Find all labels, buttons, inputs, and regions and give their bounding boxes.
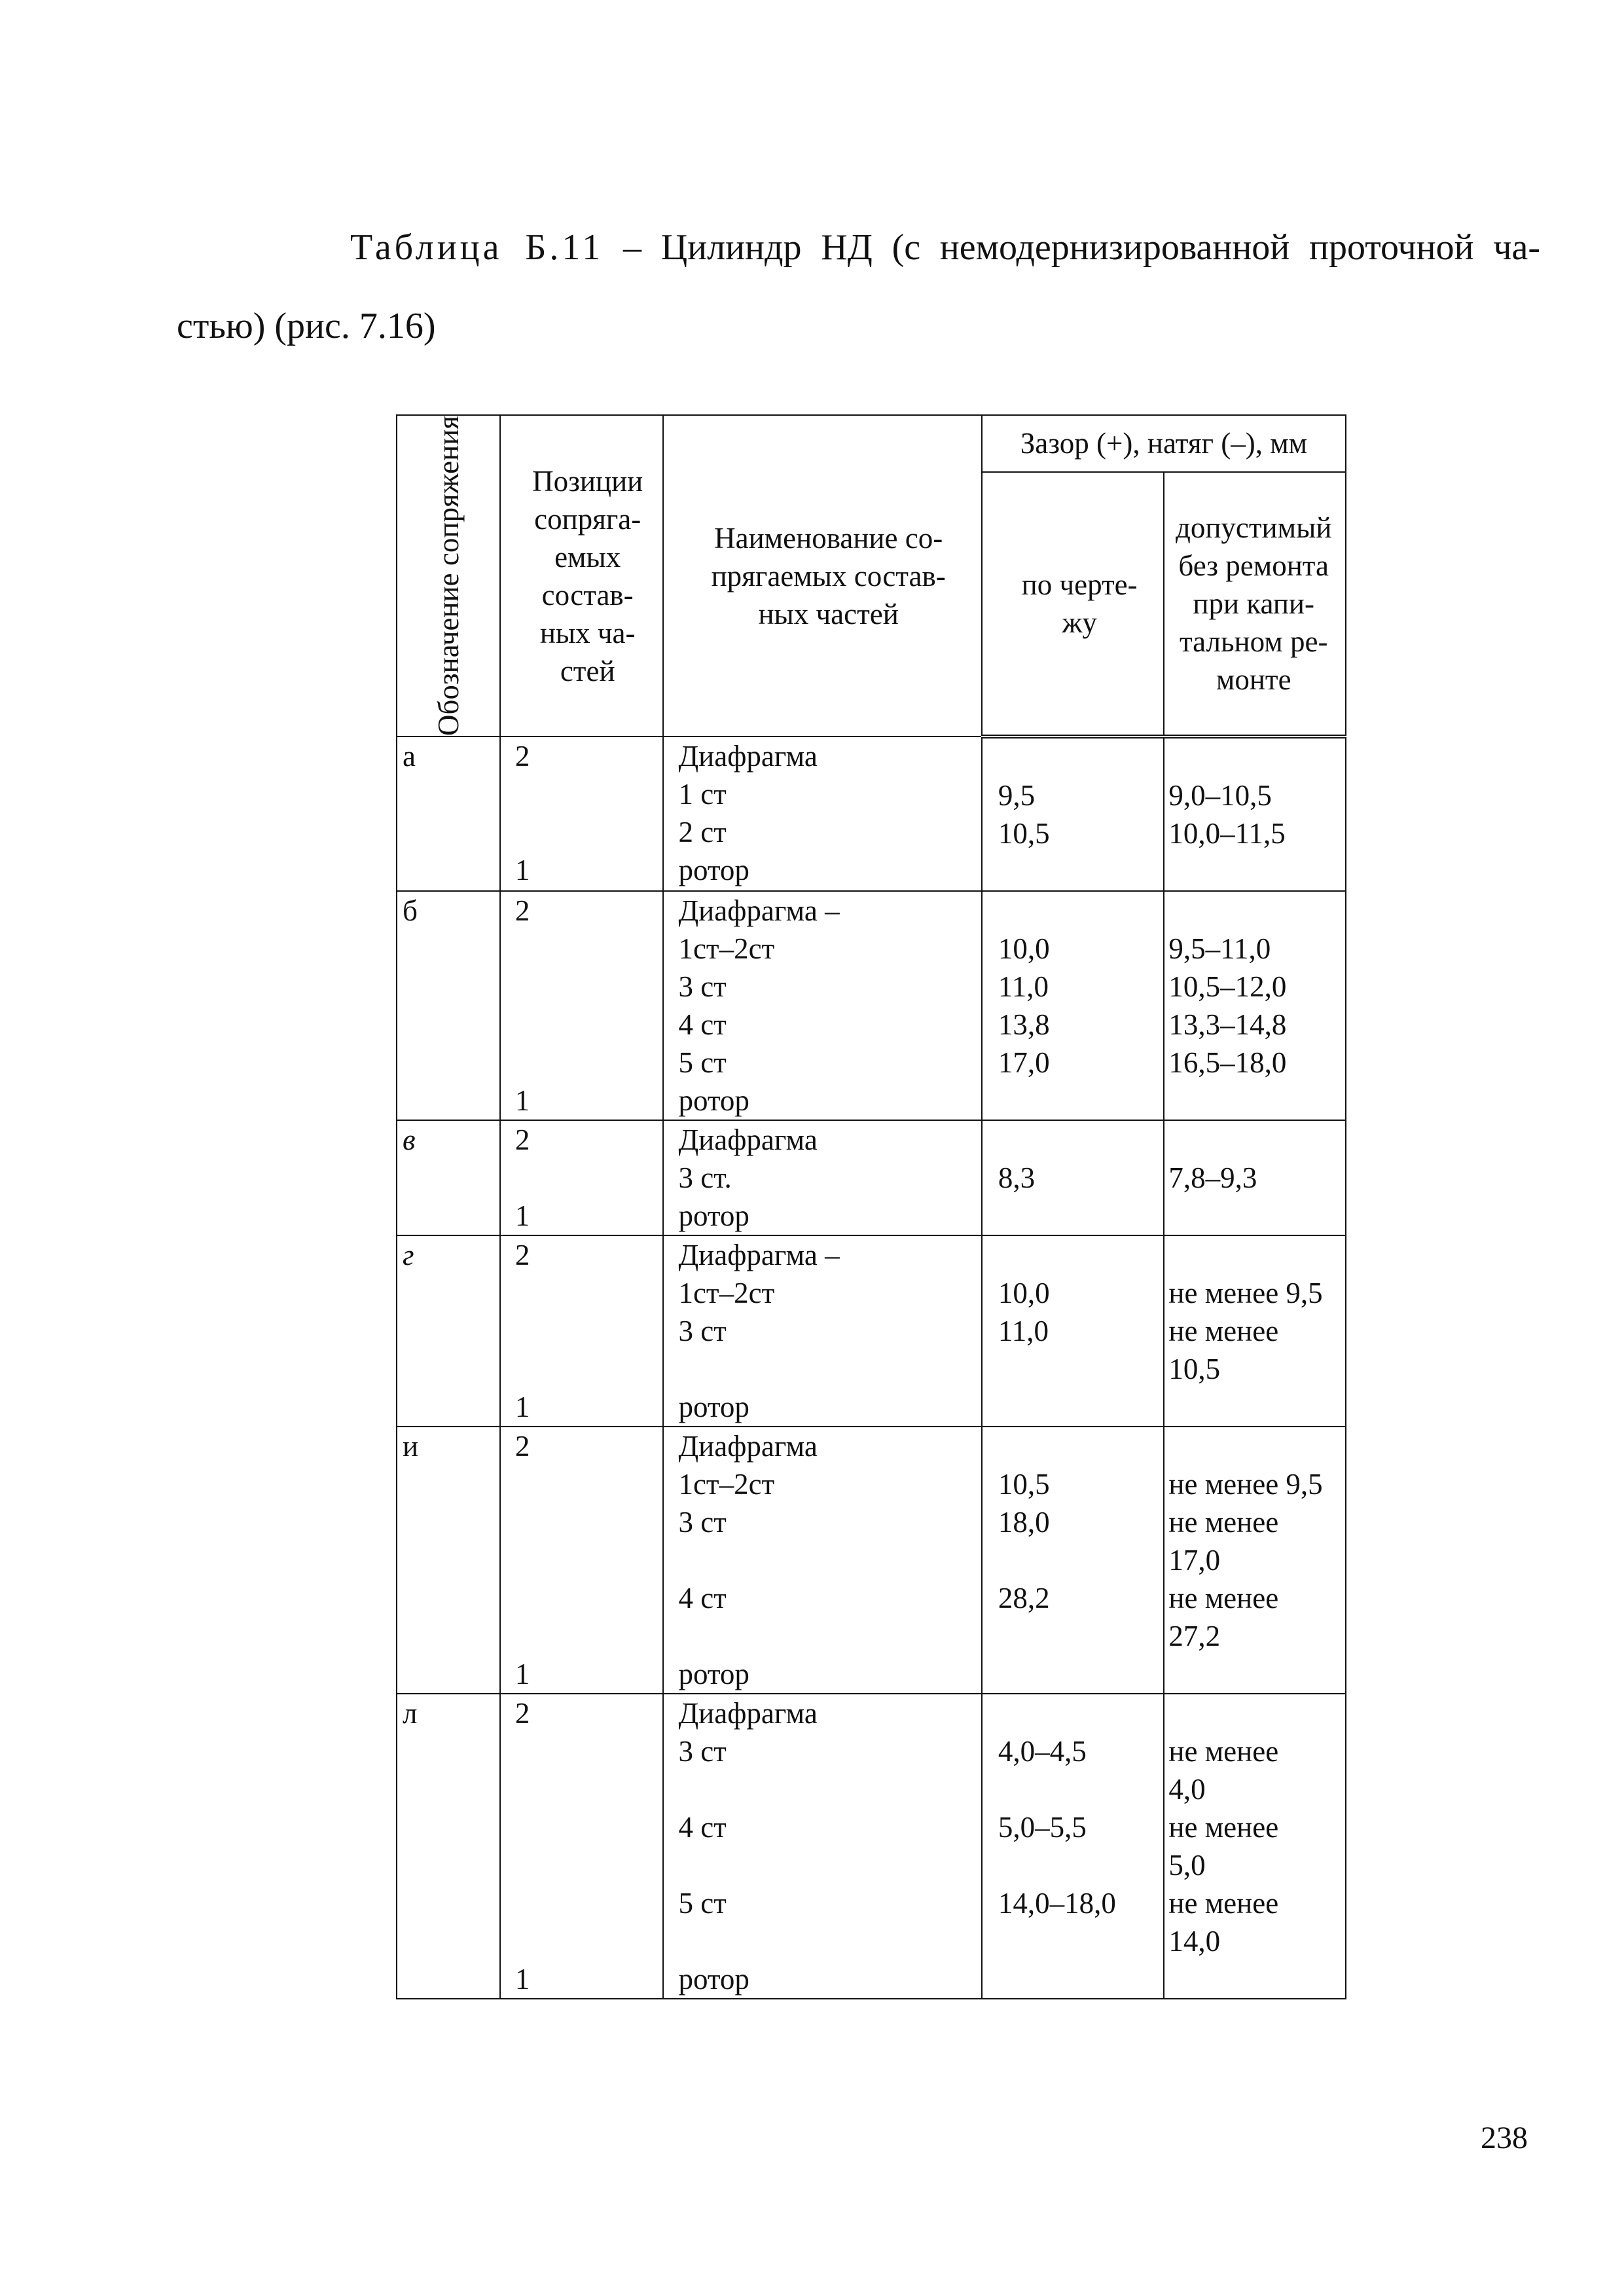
cell-parts-line: 3 ст	[678, 1315, 727, 1348]
cell-designation: г	[397, 1235, 500, 1427]
cell-parts-line: 3 ст	[678, 1735, 727, 1768]
header-positions-line: состав-	[541, 578, 634, 611]
cell-positions-line: 2	[514, 1239, 530, 1272]
cell-allowed	[1164, 1120, 1346, 1235]
cell-by-drawing-line	[998, 1617, 1164, 1655]
cell-allowed-line: не менее	[1168, 1506, 1279, 1539]
header-part-name-line: прягаемых состав-	[711, 559, 946, 592]
cell-parts-line: Диафрагма	[678, 740, 818, 773]
cell-allowed-line	[1168, 738, 1345, 776]
cell-allowed-line	[1168, 852, 1345, 890]
cell-allowed-line: не менее	[1168, 1811, 1279, 1844]
header-allowed-line: тальном ре-	[1179, 625, 1328, 658]
cell-positions-line	[515, 1503, 663, 1541]
cell-allowed-line: не менее	[1168, 1887, 1279, 1920]
cell-parts	[663, 737, 981, 891]
header-by-drawing-line: жу	[1062, 606, 1097, 639]
cell-allowed-line: 10,5	[1168, 1353, 1221, 1386]
header-allowed-line: монте	[1216, 663, 1291, 696]
cell-positions	[500, 737, 664, 891]
cell-by-drawing-line	[998, 1236, 1164, 1274]
caption-line-2: стью) (рис. 7.16)	[177, 306, 436, 346]
cell-allowed-line: не менее	[1168, 1315, 1279, 1348]
page-number: 238	[1481, 2121, 1528, 2155]
cell-allowed-line	[1168, 892, 1345, 930]
cell-allowed	[1164, 737, 1346, 891]
cell-positions-line: 1	[514, 1199, 530, 1233]
table-caption	[177, 208, 1540, 365]
cell-by-drawing-line	[998, 1846, 1164, 1884]
cell-allowed-line	[1168, 1197, 1345, 1235]
header-positions-line: Позиции	[532, 464, 643, 498]
cell-allowed-line: 14,0	[1168, 1925, 1221, 1958]
cell-allowed	[1164, 1235, 1346, 1427]
table-body	[397, 737, 1346, 1999]
cell-parts-line: 1ст–2ст	[678, 1468, 775, 1501]
cell-parts-line: 2 ст	[678, 816, 727, 849]
cell-by-drawing-line: 10,5	[998, 817, 1050, 850]
cell-allowed-line: 9,5–11,0	[1168, 932, 1271, 966]
table-row	[397, 1427, 1346, 1694]
header-allowed-line: допустимый	[1175, 511, 1332, 544]
cell-by-drawing-line: 10,0	[998, 932, 1050, 966]
cell-by-drawing-line: 10,0	[998, 1277, 1050, 1310]
header-positions-line: ных ча-	[539, 616, 636, 649]
cell-positions-line	[515, 1884, 663, 1922]
cell-parts-line: 1ст–2ст	[678, 932, 775, 966]
table-row	[397, 891, 1346, 1120]
caption-title: – Цилиндр НД (с немодернизированной проточной ча-	[604, 227, 1540, 268]
cell-positions-line	[515, 1159, 663, 1197]
cell-by-drawing-line	[998, 1655, 1164, 1693]
cell-parts-line	[678, 1922, 981, 1960]
cell-parts-line: 4 ст	[678, 1811, 727, 1844]
cell-allowed-line	[1168, 1694, 1345, 1732]
cell-by-drawing-line: 14,0–18,0	[998, 1887, 1116, 1920]
cell-parts-line: 4 ст	[678, 1582, 727, 1615]
cell-positions-line	[515, 1312, 663, 1350]
cell-positions-line	[515, 1006, 663, 1044]
cell-allowed-line: 13,3–14,8	[1168, 1008, 1287, 1042]
cell-by-drawing-line: 17,0	[998, 1046, 1050, 1080]
cell-positions-line: 2	[514, 740, 530, 773]
cell-allowed-line: 17,0	[1168, 1544, 1221, 1577]
cell-allowed-line: 10,5–12,0	[1168, 970, 1287, 1004]
cell-by-drawing-line: 11,0	[998, 1315, 1049, 1348]
cell-by-drawing	[982, 1235, 1164, 1427]
cell-allowed-line	[1168, 1960, 1345, 1998]
cell-parts-line: Диафрагма	[678, 1123, 818, 1157]
cell-allowed-line: не менее 9,5	[1168, 1468, 1323, 1501]
cell-by-drawing-line: 5,0–5,5	[998, 1811, 1087, 1844]
cell-by-drawing	[982, 891, 1164, 1120]
cell-parts-line	[678, 1617, 981, 1655]
header-allowed-line: при капи-	[1193, 587, 1314, 620]
cell-parts-line: 1 ст	[678, 778, 727, 811]
cell-parts-line: Диафрагма	[678, 1430, 818, 1463]
cell-parts-line: ротор	[678, 854, 749, 887]
table-row	[397, 1120, 1346, 1235]
cell-positions-line: 2	[514, 1697, 530, 1730]
cell-parts-line: Диафрагма –	[678, 1239, 840, 1272]
cell-allowed-line: не менее	[1168, 1735, 1279, 1768]
table-row	[397, 737, 1346, 891]
cell-by-drawing-line	[998, 1082, 1164, 1120]
cell-parts-line: ротор	[678, 1199, 749, 1233]
cell-by-drawing-line	[998, 1960, 1164, 1998]
cell-parts-line	[678, 1846, 981, 1884]
cell-by-drawing-line: 9,5	[998, 779, 1036, 812]
cell-allowed-line: не менее	[1168, 1582, 1279, 1615]
cell-parts-line: 3 ст	[678, 1506, 727, 1539]
cell-positions-line	[515, 930, 663, 968]
cell-positions-line	[515, 1541, 663, 1579]
header-gap-group: Зазор (+), натяг (–), мм	[982, 415, 1346, 472]
header-by-drawing-line: по черте-	[1021, 568, 1138, 601]
cell-positions-line: 2	[514, 1123, 530, 1157]
cell-positions-line	[515, 1770, 663, 1808]
cell-by-drawing-line	[998, 1427, 1164, 1465]
cell-by-drawing-line	[998, 1197, 1164, 1235]
cell-positions-line	[515, 1044, 663, 1082]
cell-parts-line: 3 ст	[678, 970, 727, 1004]
cell-positions	[500, 891, 664, 1120]
cell-allowed-line	[1168, 1388, 1345, 1426]
cell-allowed	[1164, 1694, 1346, 1999]
header-designation	[397, 415, 500, 737]
cell-parts-line: Диафрагма	[678, 1697, 818, 1730]
cell-parts	[663, 1120, 981, 1235]
cell-by-drawing	[982, 1120, 1164, 1235]
cell-allowed-line: 5,0	[1168, 1849, 1206, 1882]
cell-by-drawing-line: 28,2	[998, 1582, 1050, 1615]
cell-positions-line	[515, 1922, 663, 1960]
cell-by-drawing	[982, 1427, 1164, 1694]
cell-allowed-line: 16,5–18,0	[1168, 1046, 1287, 1080]
header-by-drawing	[982, 472, 1164, 737]
cell-parts-line: 5 ст	[678, 1887, 727, 1920]
cell-parts-line: ротор	[678, 1084, 749, 1118]
header-positions	[500, 415, 664, 737]
cell-parts	[663, 891, 981, 1120]
cell-by-drawing-line: 11,0	[998, 970, 1049, 1004]
cell-allowed-line: 4,0	[1168, 1773, 1206, 1806]
cell-by-drawing-line	[998, 1694, 1164, 1732]
cell-parts-line	[678, 1770, 981, 1808]
cell-by-drawing-line	[998, 852, 1164, 890]
cell-positions-line	[515, 775, 663, 813]
header-row-1	[397, 415, 1346, 472]
header-allowed-line: без ремонта	[1178, 549, 1329, 582]
cell-parts	[663, 1694, 981, 1999]
cell-positions-line: 1	[514, 1963, 530, 1996]
cell-by-drawing-line	[998, 1541, 1164, 1579]
cell-positions-line	[515, 813, 663, 851]
cell-by-drawing-line: 13,8	[998, 1008, 1050, 1042]
cell-parts-line: 3 ст.	[678, 1161, 732, 1195]
cell-by-drawing-line: 8,3	[998, 1161, 1036, 1195]
cell-by-drawing-line	[998, 1770, 1164, 1808]
cell-by-drawing-line	[998, 1350, 1164, 1388]
cell-positions-line	[515, 1274, 663, 1312]
cell-designation: в	[397, 1120, 500, 1235]
cell-parts-line: 1ст–2ст	[678, 1277, 775, 1310]
cell-positions-line: 2	[514, 1430, 530, 1463]
cell-allowed-line: 10,0–11,5	[1168, 817, 1286, 850]
header-part-name	[663, 415, 981, 737]
cell-designation: а	[397, 737, 500, 891]
caption-label: Таблица Б.11	[350, 227, 604, 268]
header-part-name-line: ных частей	[758, 597, 899, 630]
table-row	[397, 1235, 1346, 1427]
cell-positions-line	[515, 1808, 663, 1846]
cell-by-drawing-line	[998, 1388, 1164, 1426]
header-positions-line: стей	[560, 654, 615, 687]
cell-positions-line: 1	[514, 1391, 530, 1424]
cell-parts-line	[678, 1541, 981, 1579]
cell-parts	[663, 1427, 981, 1694]
cell-parts-line: 4 ст	[678, 1008, 727, 1042]
cell-positions-line	[515, 1732, 663, 1770]
cell-positions-line	[515, 968, 663, 1006]
header-designation-text: Обозначение сопряжения	[431, 416, 465, 737]
cell-positions	[500, 1235, 664, 1427]
header-positions-line: емых	[554, 540, 621, 574]
cell-by-drawing-line	[998, 892, 1164, 930]
cell-by-drawing	[982, 1694, 1164, 1999]
cell-positions-line	[515, 1465, 663, 1503]
cell-positions	[500, 1694, 664, 1999]
cell-by-drawing-line: 10,5	[998, 1468, 1050, 1501]
header-positions-line: сопряга-	[534, 502, 641, 536]
cell-positions	[500, 1120, 664, 1235]
cell-parts-line: 5 ст	[678, 1046, 727, 1080]
cell-designation: и	[397, 1427, 500, 1694]
cell-positions-line: 1	[514, 1084, 530, 1118]
cell-allowed-line	[1168, 1082, 1345, 1120]
cell-positions-line	[515, 1846, 663, 1884]
cell-allowed-line	[1168, 1121, 1345, 1159]
cell-parts	[663, 1235, 981, 1427]
cell-parts-line: ротор	[678, 1963, 749, 1996]
cell-parts-line: Диафрагма –	[678, 894, 840, 928]
cell-by-drawing-line	[998, 1121, 1164, 1159]
cell-allowed	[1164, 1427, 1346, 1694]
cell-positions-line: 2	[514, 894, 530, 928]
cell-parts-line: ротор	[678, 1391, 749, 1424]
cell-by-drawing-line: 18,0	[998, 1506, 1050, 1539]
cell-designation: л	[397, 1694, 500, 1999]
cell-positions-line: 1	[514, 854, 530, 887]
cell-allowed-line: 27,2	[1168, 1620, 1221, 1653]
cell-by-drawing-line: 4,0–4,5	[998, 1735, 1087, 1768]
cell-positions	[500, 1427, 664, 1694]
cell-positions-line	[515, 1617, 663, 1655]
cell-allowed-line	[1168, 1236, 1345, 1274]
cell-positions-line	[515, 1579, 663, 1617]
cell-designation: б	[397, 891, 500, 1120]
cell-positions-line	[515, 1350, 663, 1388]
cell-allowed	[1164, 891, 1346, 1120]
cell-parts-line: ротор	[678, 1658, 749, 1691]
table-row	[397, 1694, 1346, 1999]
clearance-table	[396, 414, 1346, 1999]
cell-allowed-line	[1168, 1655, 1345, 1693]
caption-line-1	[177, 208, 1540, 287]
cell-positions-line: 1	[514, 1658, 530, 1691]
header-part-name-line: Наименование со-	[714, 521, 943, 555]
cell-by-drawing	[982, 737, 1164, 891]
cell-allowed-line: не менее 9,5	[1168, 1277, 1323, 1310]
cell-by-drawing-line	[998, 1922, 1164, 1960]
cell-allowed-line	[1168, 1427, 1345, 1465]
header-allowed	[1164, 472, 1346, 737]
cell-allowed-line: 9,0–10,5	[1168, 779, 1272, 812]
cell-allowed-line: 7,8–9,3	[1168, 1161, 1257, 1195]
cell-parts-line	[678, 1350, 981, 1388]
cell-by-drawing-line	[998, 738, 1164, 776]
